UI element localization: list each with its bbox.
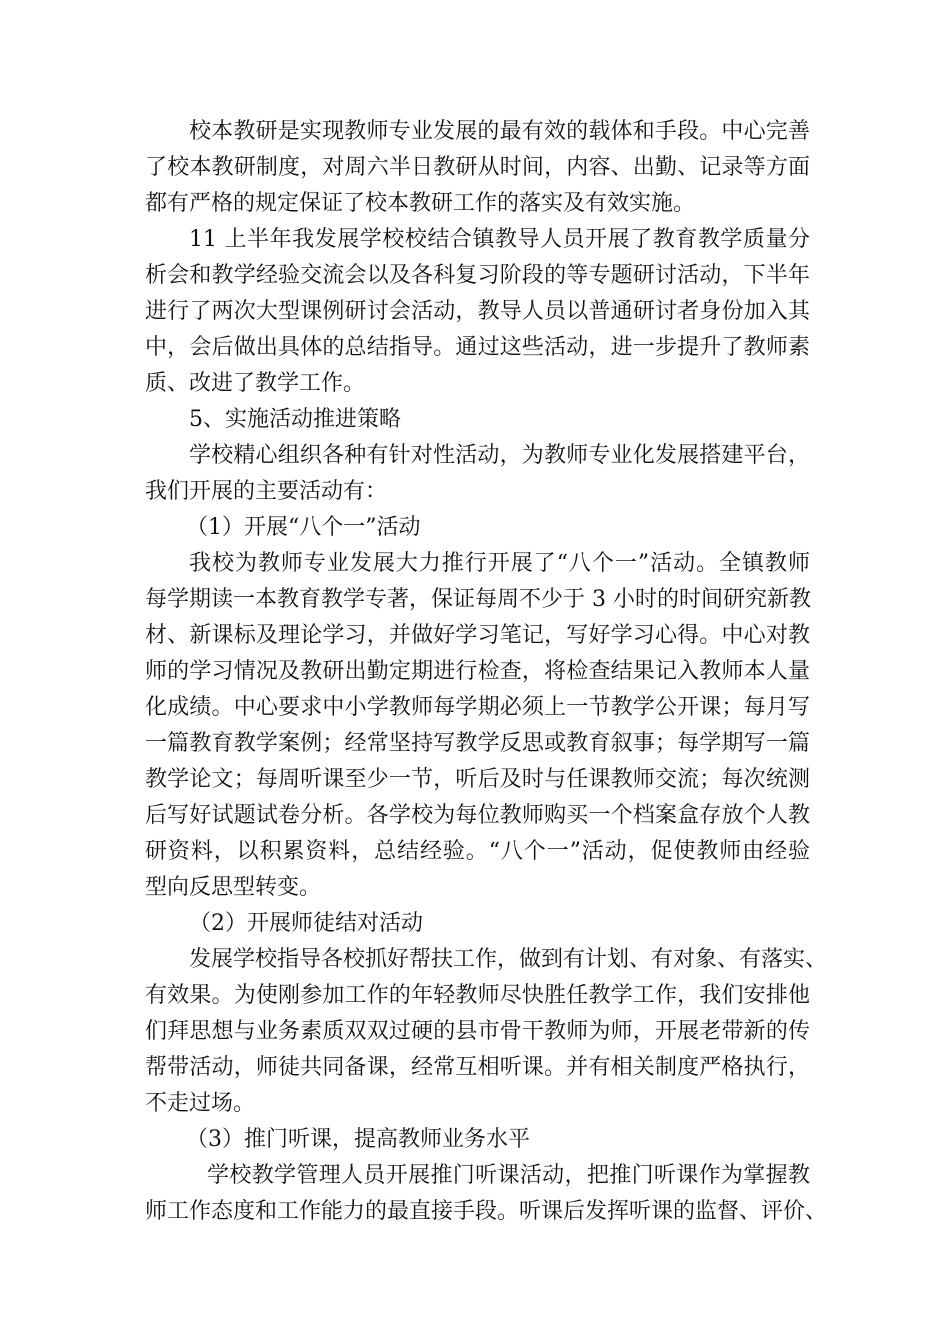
text-line: 师的学习情况及教研出勤定期进行检查，将检查结果记入教师本人量	[145, 659, 810, 684]
text-line: 型向反思型转变。	[145, 875, 322, 900]
text-line: 教学论文；每周听课至少一节，听后及时与任课教师交流；每次统测	[145, 767, 810, 792]
text-line: 师工作态度和工作能力的最直接手段。听课后发挥听课的监督、评价、	[145, 1199, 828, 1224]
text-line: 中，会后做出具体的总结指导。通过这些活动，进一步提升了教师素	[145, 335, 810, 360]
text-line: 我们开展的主要活动有：	[145, 479, 388, 504]
text-line: 析会和教学经验交流会以及各科复习阶段的等专题研讨活动，下半年	[145, 263, 810, 288]
text-line: 一篇教育教学案例；经常坚持写教学反思或教育叙事；每学期写一篇	[145, 731, 810, 756]
text-line: 们拜思想与业务素质双双过硬的县市骨干教师为师，开展老带新的传	[145, 1019, 810, 1044]
subsection-heading: （3）推门听课，提高教师业务水平	[186, 1127, 530, 1152]
text-line: 学校精心组织各种有针对性活动，为教师专业化发展搭建平台，	[189, 443, 810, 468]
text-line: 有效果。为使刚参加工作的年轻教师尽快胜任教学工作，我们安排他	[145, 983, 810, 1008]
text-line: 了校本教研制度，对周六半日教研从时间，内容、出勤、记录等方面	[145, 155, 810, 180]
subsection-heading: （2）开展师徒结对活动	[189, 911, 423, 936]
text-line: 材、新课标及理论学习，并做好学习笔记，写好学习心得。中心对教	[145, 623, 810, 648]
text-line: 进行了两次大型课例研讨会活动，教导人员以普通研讨者身份加入其	[145, 299, 810, 324]
text-line: 学校教学管理人员开展推门听课活动，把推门听课作为掌握教	[207, 1163, 810, 1188]
text-line: 我校为教师专业发展大力推行开展了“八个一”活动。全镇教师	[189, 551, 810, 576]
subsection-heading: （1）开展“八个一”活动	[186, 515, 421, 540]
text-line: 研资料，以积累资料，总结经验。“八个一”活动，促使教师由经验	[145, 839, 810, 864]
text-line: 化成绩。中心要求中小学教师每学期必须上一节教学公开课；每月写	[145, 695, 810, 720]
text-line: 都有严格的规定保证了校本教研工作的落实及有效实施。	[145, 191, 696, 216]
section-heading: 5、实施活动推进策略	[189, 407, 401, 432]
text-line: 帮带活动，师徒共同备课，经常互相听课。并有相关制度严格执行，	[145, 1055, 810, 1080]
text-line: 后写好试题试卷分析。各学校为每位教师购买一个档案盒存放个人教	[145, 803, 810, 828]
text-line: 质、改进了教学工作。	[145, 371, 366, 396]
text-line: 每学期读一本教育教学专著，保证每周不少于 3 小时的时间研究新教	[145, 587, 811, 612]
text-line: 校本教研是实现教师专业发展的最有效的载体和手段。中心完善	[189, 119, 810, 144]
text-line: 不走过场。	[145, 1091, 256, 1116]
text-line: 发展学校指导各校抓好帮扶工作，做到有计划、有对象、有落实、	[189, 947, 828, 972]
text-line: 11 上半年我发展学校校结合镇教导人员开展了教育教学质量分	[189, 227, 810, 252]
